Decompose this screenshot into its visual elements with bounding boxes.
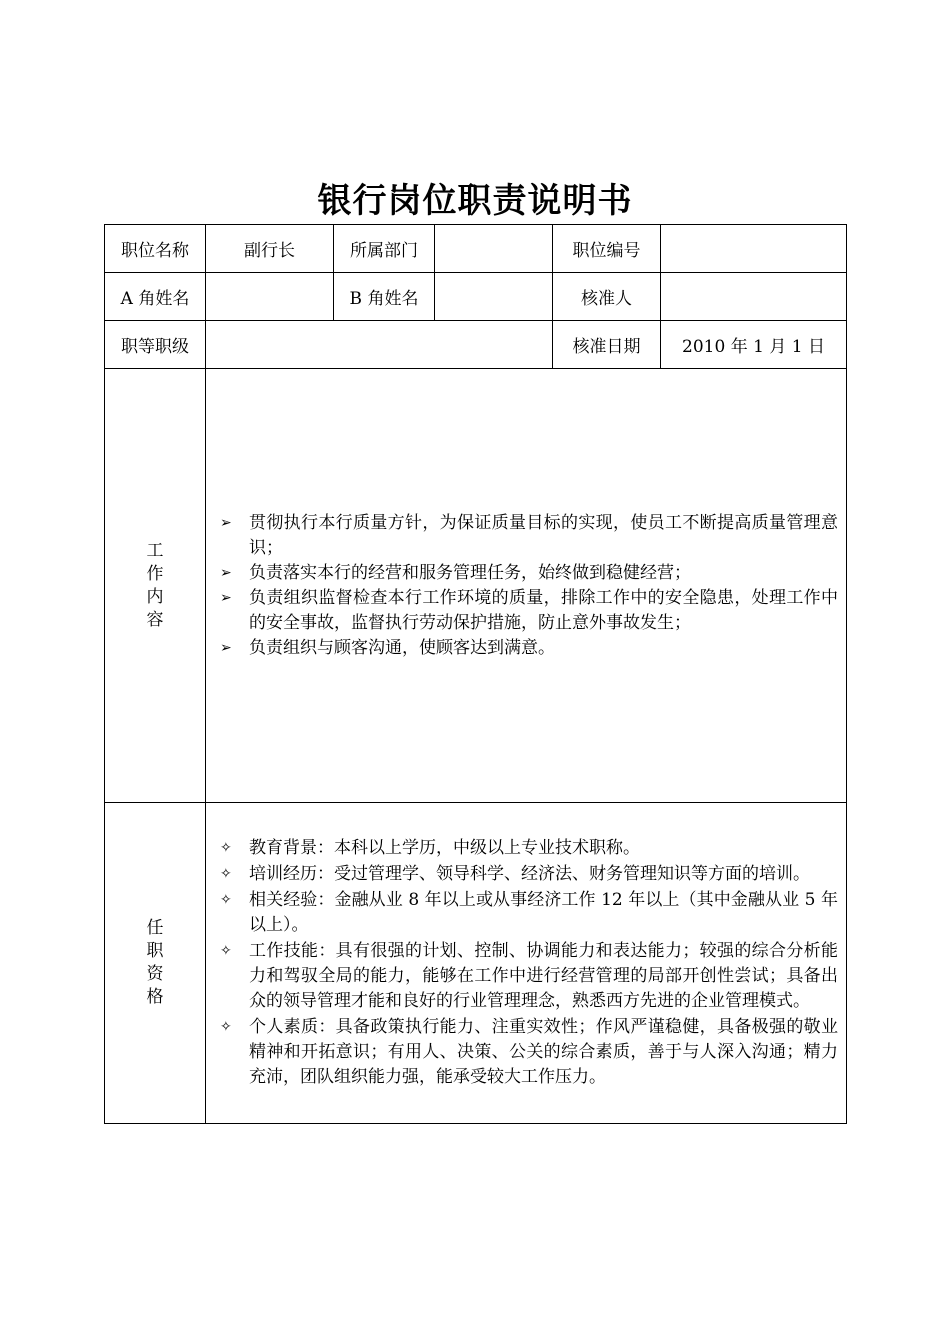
department-value (435, 225, 553, 273)
list-item-text: 贯彻执行本行质量方针，为保证质量目标的实现，使员工不断提高质量管理意识； (249, 512, 838, 558)
list-item (220, 636, 838, 661)
qualifications-label-char: 资 (146, 964, 164, 984)
header-row-1 (105, 225, 847, 273)
qualifications-label-char: 职 (146, 941, 164, 961)
qualifications-cell (206, 803, 847, 1124)
grade-label: 职等职级 (105, 321, 206, 369)
work-content-label-char: 容 (146, 609, 164, 630)
qualifications-list (206, 836, 846, 1090)
position-name-value: 副行长 (206, 225, 334, 273)
star-bullet-icon: ✧ (220, 839, 232, 856)
department-label: 所属部门 (334, 225, 435, 273)
b-role-name-label: B 角姓名 (334, 273, 435, 321)
grade-value (206, 321, 553, 369)
work-content-label-char: 作 (146, 563, 164, 584)
list-item-text: 负责落实本行的经营和服务管理任务，始终做到稳健经营； (249, 562, 691, 583)
list-item (220, 939, 838, 1014)
list-item (220, 836, 838, 861)
header-row-2 (105, 273, 847, 321)
header-row-3 (105, 321, 847, 369)
arrow-bullet-icon: ➢ (220, 564, 232, 581)
work-content-list (206, 511, 846, 661)
a-role-name-value (206, 273, 334, 321)
qualifications-label-char: 任 (146, 918, 164, 938)
list-item-text: 负责组织与顾客沟通，使顾客达到满意。 (249, 637, 555, 658)
list-item-text: 教育背景：本科以上学历，中级以上专业技术职称。 (249, 837, 640, 858)
list-item (220, 888, 838, 938)
approver-label: 核准人 (553, 273, 661, 321)
list-item-text: 相关经验：金融从业 8 年以上或从事经济工作 12 年以上（其中金融从业 5 年以上）。 (249, 889, 838, 935)
list-item (220, 862, 838, 887)
star-bullet-icon: ✧ (220, 1018, 232, 1035)
list-item (220, 511, 838, 561)
list-item (220, 586, 838, 636)
star-bullet-icon: ✧ (220, 865, 232, 882)
arrow-bullet-icon: ➢ (220, 589, 232, 606)
position-code-label: 职位编号 (553, 225, 661, 273)
star-bullet-icon: ✧ (220, 942, 232, 959)
star-bullet-icon: ✧ (220, 891, 232, 908)
arrow-bullet-icon: ➢ (220, 514, 232, 531)
a-role-name-label: A 角姓名 (105, 273, 206, 321)
qualifications-label-char: 格 (146, 987, 164, 1007)
work-content-label-char: 内 (146, 586, 164, 607)
position-code-value (661, 225, 847, 273)
position-name-label: 职位名称 (105, 225, 206, 273)
approval-date-label: 核准日期 (553, 321, 661, 369)
list-item-text: 培训经历：受过管理学、领导科学、经济法、财务管理知识等方面的培训。 (249, 863, 810, 884)
qualifications-label (105, 803, 206, 1124)
list-item-text: 负责组织监督检查本行工作环境的质量，排除工作中的安全隐患，处理工作中的安全事故，监督执行劳动保护措施，防止意外事故发生； (249, 587, 838, 633)
list-item-text: 个人素质：具备政策执行能力、注重实效性；作风严谨稳健，具备极强的敬业精神和开拓意识；有用人、决策、公关的综合素质，善于与人深入沟通；精力充沛，团队组织能力强，能承受较大工作压力。 (249, 1016, 838, 1087)
work-content-label (105, 369, 206, 803)
list-item (220, 561, 838, 586)
b-role-name-value (435, 273, 553, 321)
approval-date-value: 2010 年 1 月 1 日 (661, 321, 847, 369)
work-content-row (105, 369, 847, 803)
document-title: 银行岗位职责说明书 (317, 181, 633, 221)
work-content-label-char: 工 (146, 540, 164, 561)
approver-value (661, 273, 847, 321)
list-item (220, 1015, 838, 1090)
qualifications-row (105, 803, 847, 1124)
job-description-table (104, 224, 847, 1124)
list-item-text: 工作技能：具有很强的计划、控制、协调能力和表达能力；较强的综合分析能力和驾驭全局的能力，能够在工作中进行经营管理的局部开创性尝试；具备出众的领导管理才能和良好的行业管理理念，熟悉西方先进的企业管理模式。 (249, 940, 838, 1011)
work-content-cell (206, 369, 847, 803)
arrow-bullet-icon: ➢ (220, 639, 232, 656)
